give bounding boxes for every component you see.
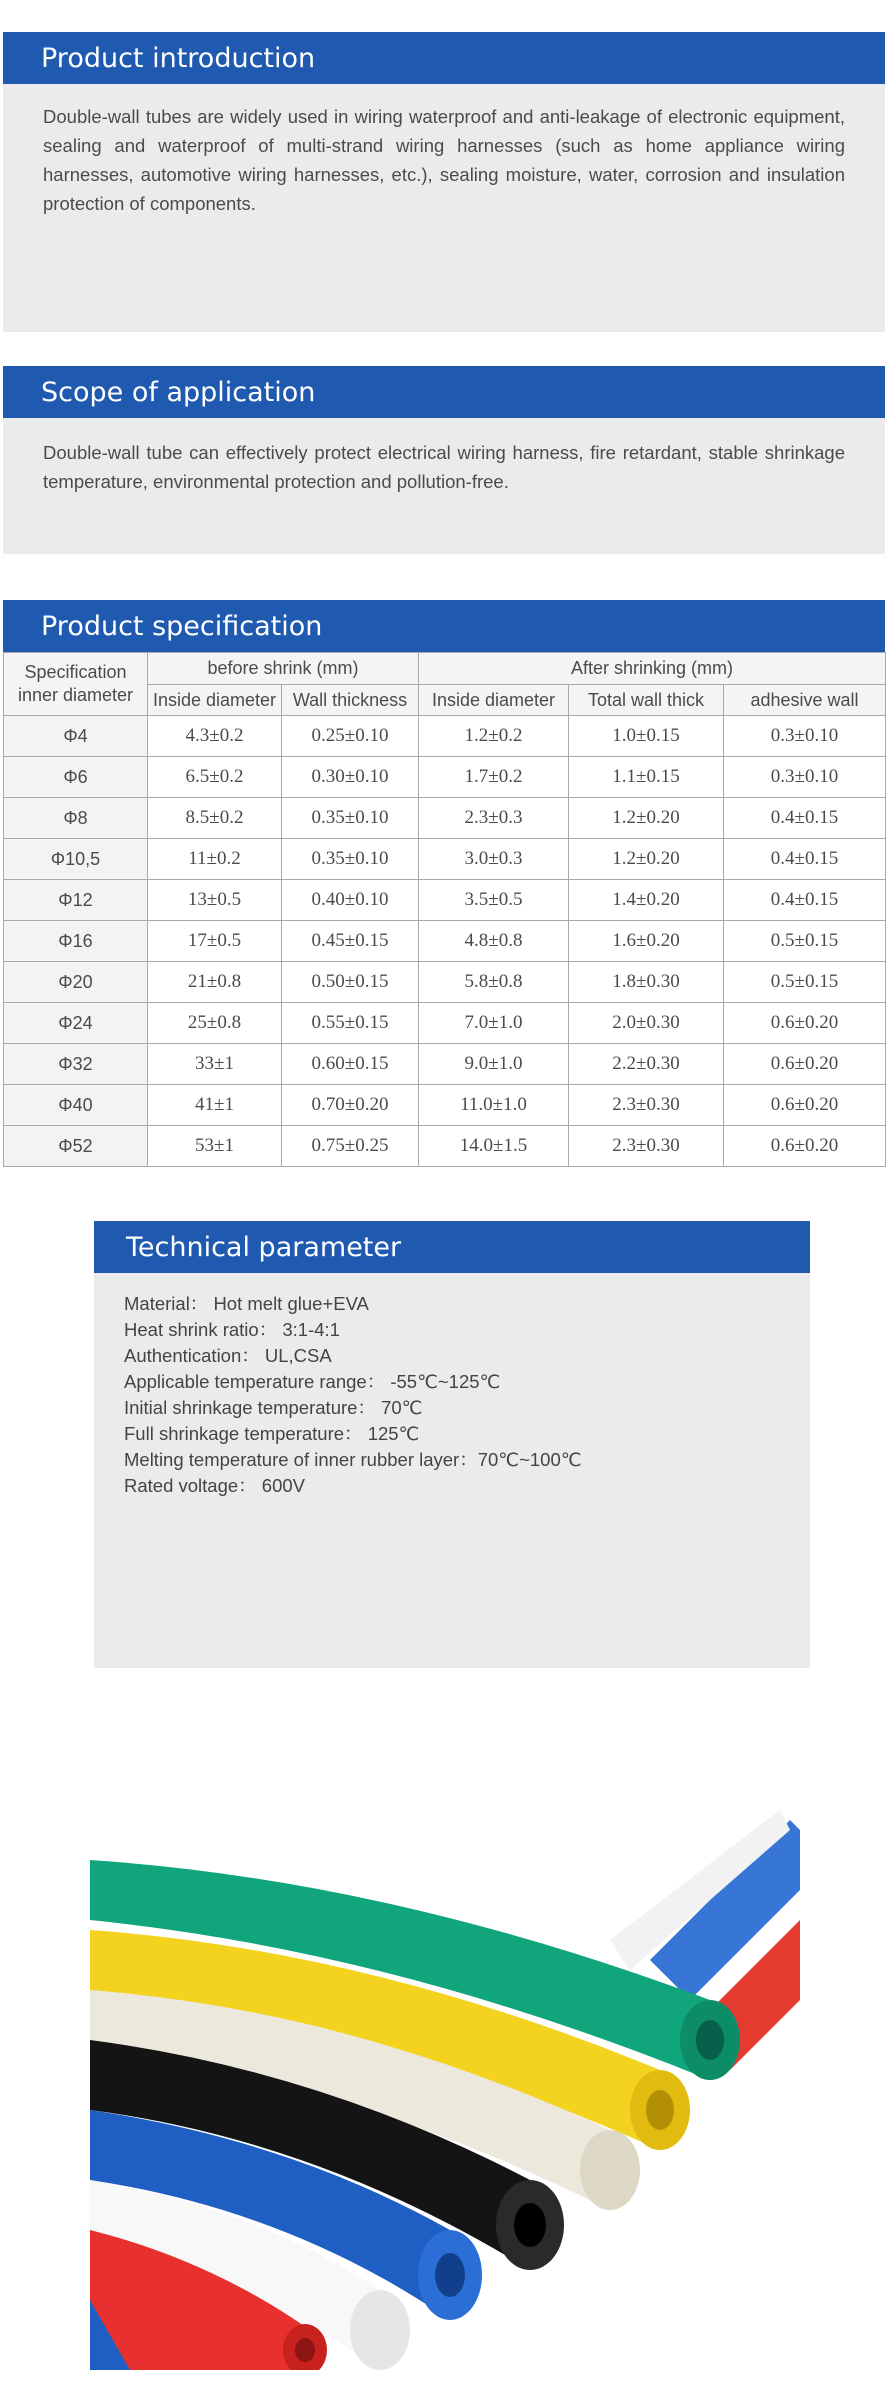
spec-value-cell: 0.6±0.20 (724, 1044, 886, 1085)
spec-value-cell: 8.5±0.2 (148, 798, 282, 839)
tech-param-item: Initial shrinkage temperature： 70℃ (124, 1397, 423, 1418)
table-row (4, 1126, 886, 1167)
spec-value-cell: 6.5±0.2 (148, 757, 282, 798)
spec-size-cell: Φ32 (4, 1044, 148, 1085)
table-row (4, 921, 886, 962)
intro-text: Double-wall tubes are widely used in wiring waterproof and anti-leakage of electronic equipment, sealing and waterproof of multi-strand wiring harnesses (such as home appliance wiring harnesses, automotive wiring harnesses, etc.), sealing moisture, water, corrosion and insulation protection of components. (43, 106, 845, 214)
spec-size-cell: Φ16 (4, 921, 148, 962)
spec-value-cell: 1.4±0.20 (569, 880, 724, 921)
spec-value-cell: 5.8±0.8 (419, 962, 569, 1003)
spec-size-cell: Φ8 (4, 798, 148, 839)
spec-col-header-line1: Specification (24, 662, 127, 682)
spec-title: Product specification (3, 600, 885, 652)
spec-value-cell: 0.50±0.15 (282, 962, 419, 1003)
table-row (4, 1003, 886, 1044)
spec-value-cell: 1.2±0.20 (569, 798, 724, 839)
spec-value-cell: 41±1 (148, 1085, 282, 1126)
spec-value-cell: 11.0±1.0 (419, 1085, 569, 1126)
spec-value-cell: 2.3±0.3 (419, 798, 569, 839)
spec-table (3, 652, 886, 1167)
spec-value-cell: 0.6±0.20 (724, 1003, 886, 1044)
tech-param-item: Rated voltage： 600V (124, 1475, 306, 1496)
spec-value-cell: 2.3±0.30 (569, 1126, 724, 1167)
spec-value-cell: 1.0±0.15 (569, 716, 724, 757)
spec-value-cell: 2.2±0.30 (569, 1044, 724, 1085)
spec-value-cell: 0.5±0.15 (724, 962, 886, 1003)
table-row (4, 880, 886, 921)
spec-value-cell: 1.2±0.20 (569, 839, 724, 880)
scope-text: Double-wall tube can effectively protect electrical wiring harness, fire retardant, stable shrinkage temperature, environmental protection and pollution-free. (43, 442, 845, 492)
spec-value-cell: 0.3±0.10 (724, 716, 886, 757)
table-row (4, 757, 886, 798)
spec-size-cell: Φ12 (4, 880, 148, 921)
spec-size-cell: Φ6 (4, 757, 148, 798)
tech-param-item: Melting temperature of inner rubber layer：70℃~100℃ (124, 1449, 582, 1470)
spec-subheader-4: adhesive wall (724, 685, 886, 716)
spec-col-header-line2: inner diameter (17, 685, 134, 705)
intro-section (3, 32, 885, 332)
spec-section (3, 600, 885, 1167)
spec-size-cell: Φ20 (4, 962, 148, 1003)
tube-white-end (350, 2290, 410, 2370)
intro-title: Product introduction (3, 32, 885, 84)
tech-section (94, 1221, 810, 1668)
spec-value-cell: 11±0.2 (148, 839, 282, 880)
spec-value-cell: 0.3±0.10 (724, 757, 886, 798)
spec-value-cell: 0.70±0.20 (282, 1085, 419, 1126)
table-row (4, 1044, 886, 1085)
spec-value-cell: 53±1 (148, 1126, 282, 1167)
spec-value-cell: 0.35±0.10 (282, 839, 419, 880)
spec-value-cell: 0.4±0.15 (724, 839, 886, 880)
spec-subheader-0: Inside diameter (148, 685, 282, 716)
spec-size-cell: Φ52 (4, 1126, 148, 1167)
table-row (4, 1085, 886, 1126)
spec-size-cell: Φ4 (4, 716, 148, 757)
spec-value-cell: 2.3±0.30 (569, 1085, 724, 1126)
spec-value-cell: 0.60±0.15 (282, 1044, 419, 1085)
table-row (4, 716, 886, 757)
table-row (4, 798, 886, 839)
spec-col-header (4, 653, 148, 716)
tech-param-item: Heat shrink ratio： 3:1-4:1 (124, 1319, 340, 1340)
table-row (4, 839, 886, 880)
spec-value-cell: 21±0.8 (148, 962, 282, 1003)
tech-list (94, 1273, 810, 1499)
spec-value-cell: 1.6±0.20 (569, 921, 724, 962)
spec-value-cell: 0.5±0.15 (724, 921, 886, 962)
spec-value-cell: 0.45±0.15 (282, 921, 419, 962)
spec-value-cell: 1.2±0.2 (419, 716, 569, 757)
spec-value-cell: 17±0.5 (148, 921, 282, 962)
scope-section (3, 366, 885, 554)
spec-value-cell: 33±1 (148, 1044, 282, 1085)
spec-value-cell: 14.0±1.5 (419, 1126, 569, 1167)
spec-value-cell: 9.0±1.0 (419, 1044, 569, 1085)
scope-title: Scope of application (3, 366, 885, 418)
spec-value-cell: 0.75±0.25 (282, 1126, 419, 1167)
spec-value-cell: 1.7±0.2 (419, 757, 569, 798)
heat-shrink-tubes-illustration (90, 1800, 800, 2370)
tube-cream-end (580, 2130, 640, 2210)
tech-param-item: Material： Hot melt glue+EVA (124, 1293, 369, 1314)
tech-title: Technical parameter (94, 1221, 810, 1273)
tech-panel (94, 1273, 810, 1668)
spec-value-cell: 0.6±0.20 (724, 1126, 886, 1167)
spec-value-cell: 0.25±0.10 (282, 716, 419, 757)
spec-size-cell: Φ40 (4, 1085, 148, 1126)
spec-value-cell: 0.55±0.15 (282, 1003, 419, 1044)
spec-size-cell: Φ10,5 (4, 839, 148, 880)
spec-value-cell: 0.40±0.10 (282, 880, 419, 921)
spec-value-cell: 3.5±0.5 (419, 880, 569, 921)
before-shrink-header: before shrink (mm) (148, 653, 419, 685)
spec-value-cell: 0.30±0.10 (282, 757, 419, 798)
spec-value-cell: 3.0±0.3 (419, 839, 569, 880)
spec-value-cell: 4.8±0.8 (419, 921, 569, 962)
spec-value-cell: 0.35±0.10 (282, 798, 419, 839)
tech-param-item: Full shrinkage temperature： 125℃ (124, 1423, 420, 1444)
spec-value-cell: 1.1±0.15 (569, 757, 724, 798)
spec-subheader-1: Wall thickness (282, 685, 419, 716)
after-shrink-header: After shrinking (mm) (419, 653, 886, 685)
spec-value-cell: 1.8±0.30 (569, 962, 724, 1003)
spec-value-cell: 7.0±1.0 (419, 1003, 569, 1044)
spec-subheader-3: Total wall thick (569, 685, 724, 716)
tech-param-item: Applicable temperature range： -55℃~125℃ (124, 1371, 501, 1392)
spec-value-cell: 2.0±0.30 (569, 1003, 724, 1044)
spec-value-cell: 0.4±0.15 (724, 798, 886, 839)
spec-value-cell: 25±0.8 (148, 1003, 282, 1044)
table-row (4, 962, 886, 1003)
tech-param-item: Authentication： UL,CSA (124, 1345, 332, 1366)
spec-value-cell: 0.6±0.20 (724, 1085, 886, 1126)
scope-panel (3, 418, 885, 554)
spec-value-cell: 13±0.5 (148, 880, 282, 921)
spec-value-cell: 4.3±0.2 (148, 716, 282, 757)
spec-size-cell: Φ24 (4, 1003, 148, 1044)
intro-panel (3, 84, 885, 332)
spec-value-cell: 0.4±0.15 (724, 880, 886, 921)
spec-subheader-2: Inside diameter (419, 685, 569, 716)
